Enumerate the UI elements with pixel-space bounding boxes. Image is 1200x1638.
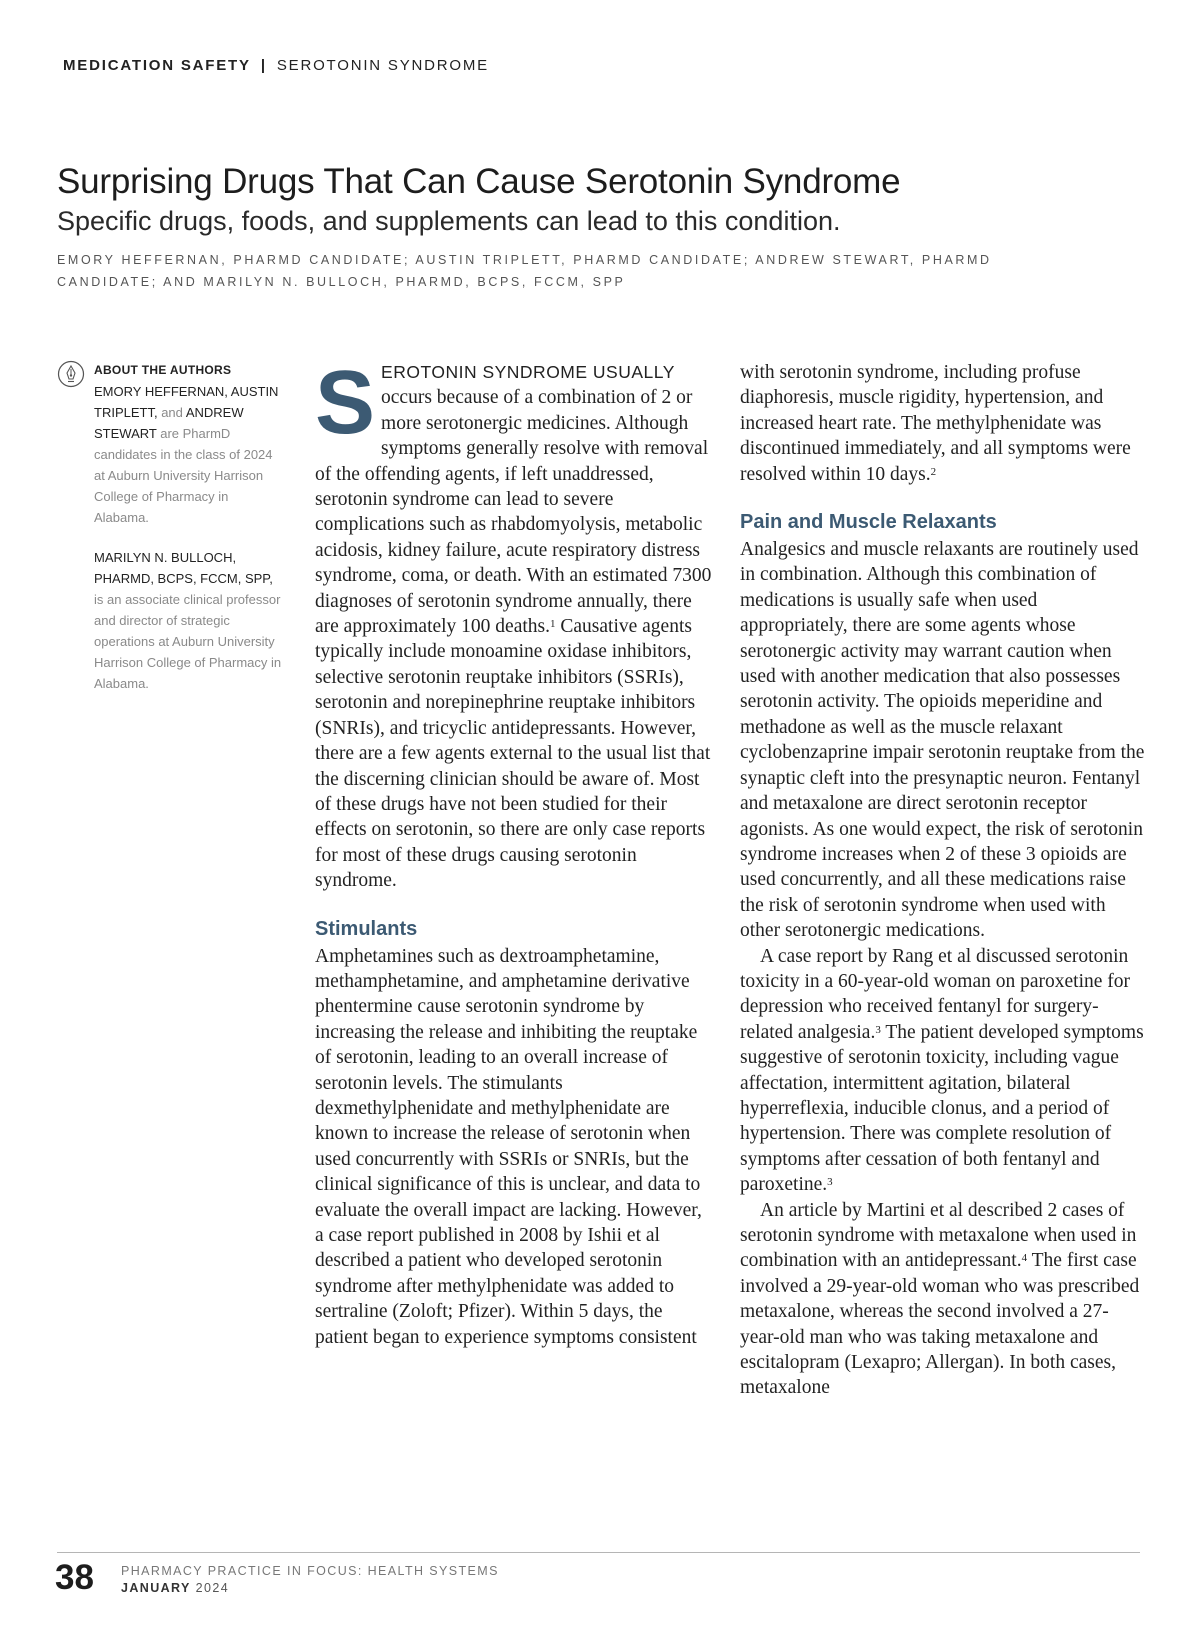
article-title: Surprising Drugs That Can Cause Serotonin Syndrome [57, 162, 901, 201]
intro-paragraph: SEROTONIN SYNDROME USUALLY occurs because of a combination of 2 or more serotonergic medicines. Although symptoms generally resolve with removal of the offending agents, if left unaddressed, serotonin syndrome can lead to severe complications such as rhabdomyolysis, metabolic acidosis, kidney failure, acute respiratory distress syndrome, coma, or death. With an estimated 7300 diagnoses of serotonin syndrome annually, there are approximately 100 deaths.$^1$ Causative agents typically include monoamine oxidase inhibitors, selective serotonin reuptake inhibitors (SSRIs), serotonin and norepinephrine reuptake inhibitors (SNRIs), and tricyclic antidepressants. However, there are a few agents external to the usual list that the discerning clinician should be aware of. Most of these drugs have not been studied for their effects on serotonin, so there are only case reports for most of these drugs causing serotonin syndrome. [315, 353, 712, 892]
issue-month: JANUARY [121, 1581, 191, 1595]
issue-year: 2024 [195, 1581, 230, 1595]
continued-paragraph: with serotonin syndrome, including profuse diaphoresis, muscle rigidity, hypertension, and increased heart rate. The methylphenidate was discontinued immediately, and all symptoms were resolved within 10 days.$^2$ [740, 362, 1131, 485]
footer-rule [57, 1552, 1140, 1553]
section-topic: SEROTONIN SYNDROME [276, 57, 489, 74]
author-names-1: EMORY HEFFERNAN, AUSTIN TRIPLETT, [94, 384, 279, 420]
section-name: MEDICATION SAFETY [63, 57, 251, 74]
stimulants-paragraph: Amphetamines such as dextroamphetamine, methamphetamine, and amphetamine derivative phentermine cause serotonin syndrome by increasing the release and inhibiting the reuptake of serotonin, leading to an overall increase of serotonin levels. The stimulants dexmethylphenidate and methylphenidate are known to increase the release of serotonin when used concurrently with SSRIs or SNRIs, but the clinical significance of this is unclear, and data to evaluate the overall impact are lacking. However, a case report published in 2008 by Ishii et al described a patient who developed serotonin syndrome after methylphenidate was added to sertraline (Zoloft; Pfizer). Within 5 days, the patient began to experience symptoms consistent [315, 945, 702, 1348]
reference-3b: 3 [827, 1176, 833, 1189]
author-byline: EMORY HEFFERNAN, PHARMD CANDIDATE; AUSTIN TRIPLETT, PHARMD CANDIDATE; ANDREW STEWART, PHARMD CANDIDATE; AND MARILYN N. BULLOCH, PHARMD, BCPS, FCCM, SPP [57, 253, 992, 289]
about-block-faculty [94, 547, 282, 694]
heading-stimulants: Stimulants [315, 917, 418, 940]
author-bio-2: is an associate clinical professor and director of strategic operations at Auburn University Harrison College of Pharmacy in Alabama. [94, 592, 282, 691]
lead-in: EROTONIN SYNDROME USUALLY [381, 362, 675, 382]
pen-nib-icon [57, 360, 85, 388]
issue-date [121, 1580, 499, 1597]
author-and: and [161, 405, 183, 420]
about-authors-sidebar [57, 360, 282, 694]
reference-3a: 3 [875, 1023, 881, 1036]
author-names-1b: ANDREW STEWART [94, 405, 244, 441]
body-column-2 [740, 360, 1145, 1401]
journal-name: PHARMACY PRACTICE IN FOCUS: HEALTH SYSTEMS [121, 1564, 499, 1578]
page-number: 38 [55, 1558, 94, 1597]
reference-4: 4 [1021, 1252, 1028, 1265]
reference-2: 2 [930, 465, 937, 478]
body-column-1 [315, 353, 715, 1350]
author-names-2: MARILYN N. BULLOCH, PHARMD, BCPS, FCCM, SPP, [94, 550, 273, 586]
reference-1: 1 [550, 618, 556, 631]
about-block-students [94, 360, 282, 528]
header-separator: | [260, 57, 267, 74]
drop-cap: S [315, 353, 376, 453]
martini-case-paragraph: An article by Martini et al described 2 cases of serotonin syndrome with metaxalone when used in combination with an antidepressant.$^4$ The first case involved a 29-year-old woman who was prescribed metaxalone, whereas the second involved a 27-year-old man who was taking metaxalone and escitalopram (Lexapro; Allergan). In both cases, metaxalone [740, 1199, 1140, 1399]
journal-info [121, 1563, 499, 1597]
author-bio-1: are PharmD candidates in the class of 2024 at Auburn University Harrison College of Pharmacy in Alabama. [94, 426, 273, 525]
heading-pain-muscle-relaxants: Pain and Muscle Relaxants [740, 511, 997, 534]
about-heading: ABOUT THE AUTHORS [94, 363, 232, 377]
section-header [63, 57, 489, 74]
rang-case-paragraph: A case report by Rang et al discussed serotonin toxicity in a 60-year-old woman on paroxetine for depression who received fentanyl for surgery-related analgesia.$^3$ The patient developed symptoms suggestive of serotonin toxicity, including vague affectation, intermittent agitation, bilateral hyperreflexia, inducible clonus, and a period of hypertension. There was complete resolution of symptoms after cessation of both fentanyl and paroxetine.$^3$ [740, 945, 1144, 1196]
article-subtitle: Specific drugs, foods, and supplements can lead to this condition. [57, 206, 841, 236]
pain-paragraph: Analgesics and muscle relaxants are routinely used in combination. Although this combination of medications is usually safe when used appropriately, there are some agents whose serotonergic activity may warrant caution when used with another medication that also possesses serotonin activity. The opioids meperidine and methadone as well as the muscle relaxant cyclobenzaprine impair serotonin reuptake from the synaptic cleft into the presynaptic neuron. Fentanyl and metaxalone are direct serotonin receptor agonists. As one would expect, the risk of serotonin syndrome increases when 2 of these 3 opioids are used concurrently, and all these medications raise the risk of serotonin syndrome when used with other serotonergic medications. [740, 539, 1145, 942]
